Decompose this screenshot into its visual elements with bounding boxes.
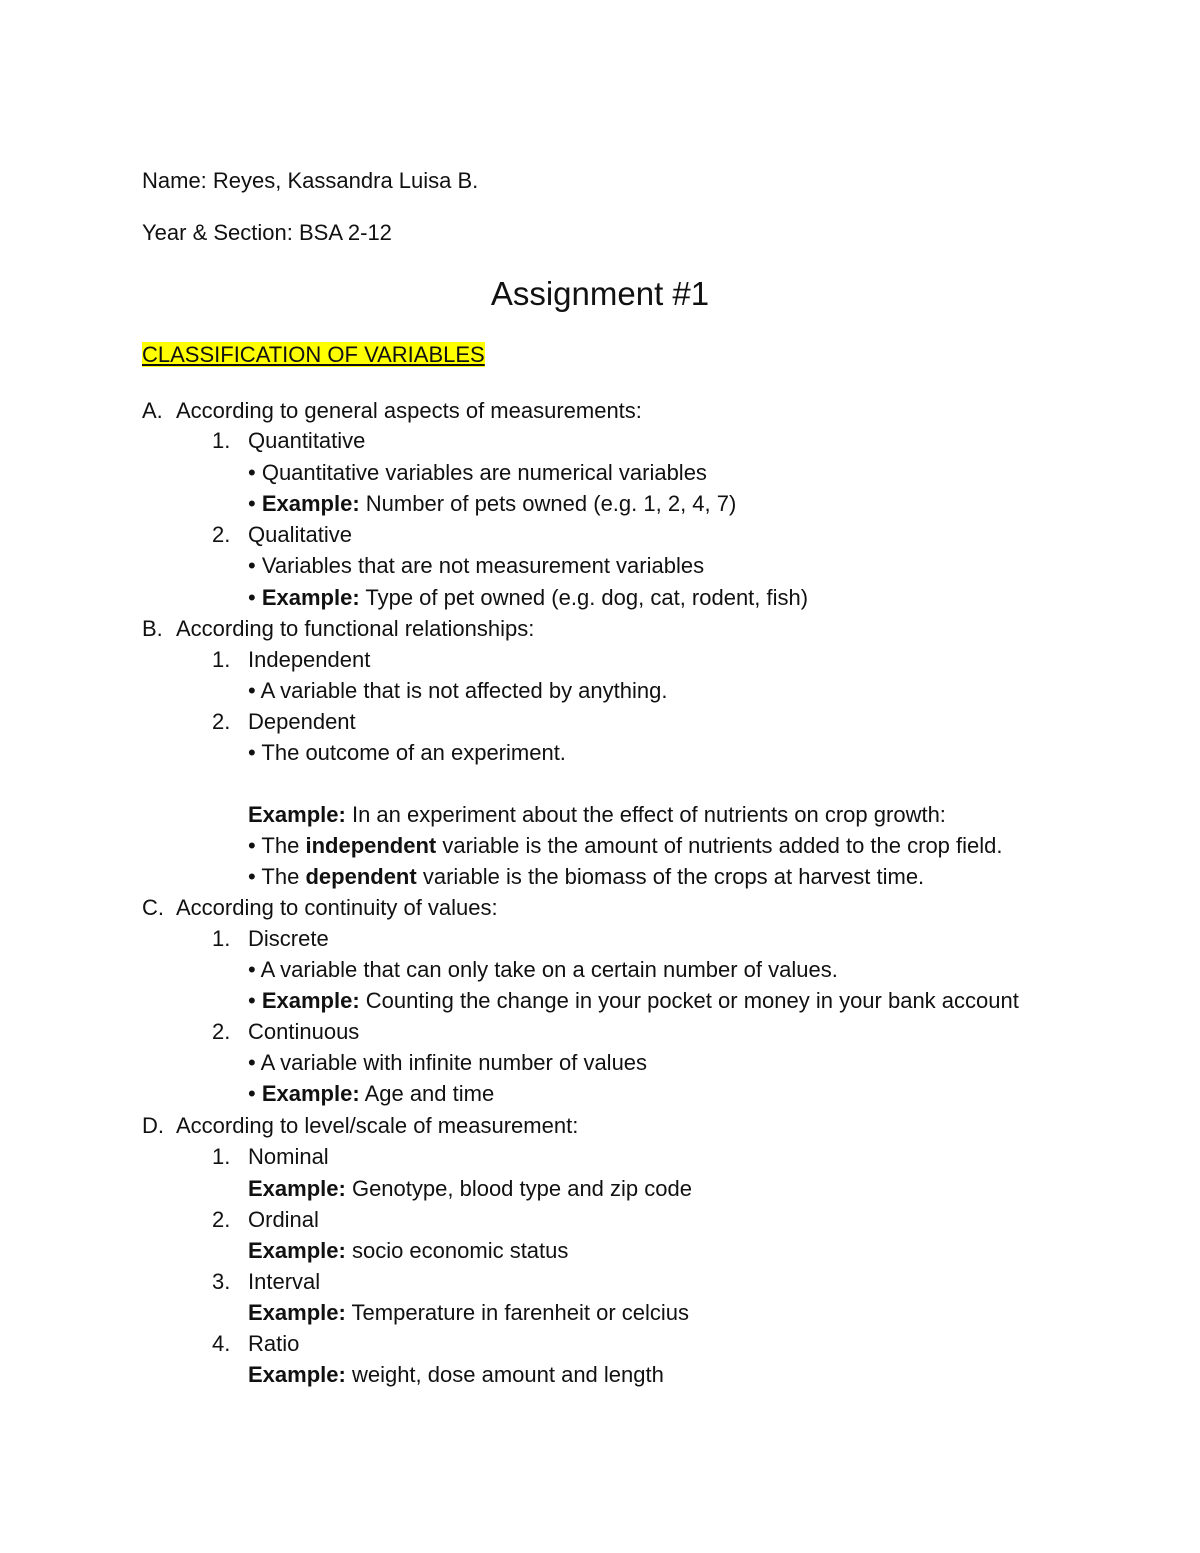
example-intro (248, 802, 946, 828)
example-label: Example: (248, 1176, 346, 1201)
example-line (248, 585, 808, 611)
bullet-line (248, 957, 838, 983)
example-label: Example: (248, 1362, 346, 1387)
item-text: Ratio (248, 1331, 300, 1356)
item-marker: 2. (212, 1207, 231, 1232)
section-d-marker: D. (142, 1113, 164, 1138)
section-a-text: According to general aspects of measurements: (176, 398, 642, 423)
example-line (248, 1300, 689, 1326)
bullet-icon: • (248, 491, 256, 516)
example-label: Example: (248, 802, 346, 827)
bullet-icon: • (248, 553, 256, 578)
section-a-marker: A. (142, 398, 163, 423)
example-post: variable is the biomass of the crops at harvest time. (422, 864, 925, 889)
item-marker: 2. (212, 522, 231, 547)
example-line (248, 833, 1003, 859)
bullet-line (248, 460, 707, 486)
bullet-text: The outcome of an experiment. (261, 740, 566, 765)
item-text: Discrete (248, 926, 329, 951)
item-marker: 3. (212, 1269, 231, 1294)
item-text: Independent (248, 647, 371, 672)
section-b-marker: B. (142, 616, 163, 641)
example-label: Example: (261, 988, 360, 1013)
example-text: In an experiment about the effect of nutrients on crop growth: (351, 802, 946, 827)
section-label: Year & Section: (142, 220, 293, 245)
bullet-icon: • (248, 1050, 256, 1075)
bullet-icon: • (248, 678, 256, 703)
example-line (248, 864, 924, 890)
bullet-icon: • (248, 460, 256, 485)
example-label: Example: (261, 491, 360, 516)
section-line (142, 220, 392, 246)
example-text: socio economic status (351, 1238, 569, 1263)
bullet-text: Variables that are not measurement variables (261, 553, 705, 578)
example-post: variable is the amount of nutrients added to the crop field. (442, 833, 1003, 858)
example-label: Example: (261, 585, 360, 610)
example-bold: dependent (305, 864, 417, 889)
item-marker: 2. (212, 709, 231, 734)
example-text: Temperature in farenheit or celcius (351, 1300, 690, 1325)
name-line (142, 168, 478, 194)
name-value: Reyes, Kassandra Luisa B. (212, 168, 479, 193)
example-text: Counting the change in your pocket or money in your bank account (365, 988, 1019, 1013)
bullet-line (248, 553, 704, 579)
item-marker: 4. (212, 1331, 231, 1356)
bullet-text: A variable that can only take on a certain number of values. (260, 957, 838, 982)
example-line (248, 1238, 568, 1264)
bullet-icon: • (248, 740, 256, 765)
section-c-marker: C. (142, 895, 164, 920)
bullet-icon: • (248, 833, 256, 858)
example-pre: The (261, 864, 300, 889)
bullet-icon: • (248, 988, 256, 1013)
example-text: Type of pet owned (e.g. dog, cat, rodent, fish) (365, 585, 809, 610)
bullet-icon: • (248, 1081, 256, 1106)
example-line (248, 1176, 692, 1202)
bullet-line (248, 678, 667, 704)
example-line (248, 988, 1019, 1014)
section-value: BSA 2-12 (298, 220, 392, 245)
item-text: Dependent (248, 709, 356, 734)
example-line (248, 1362, 664, 1388)
item-marker: 1. (212, 926, 231, 951)
example-text: Genotype, blood type and zip code (351, 1176, 692, 1201)
bullet-text: Quantitative variables are numerical variables (261, 460, 707, 485)
section-d-text: According to level/scale of measurement: (176, 1113, 579, 1138)
bullet-icon: • (248, 864, 256, 889)
item-marker: 1. (212, 647, 231, 672)
example-label: Example: (261, 1081, 360, 1106)
example-text: Number of pets owned (e.g. 1, 2, 4, 7) (365, 491, 737, 516)
section-b-text: According to functional relationships: (176, 616, 535, 641)
page-title: Assignment #1 (490, 275, 710, 312)
item-marker: 1. (212, 1144, 231, 1169)
item-text: Continuous (248, 1019, 360, 1044)
example-line (248, 1081, 494, 1107)
bullet-text: A variable with infinite number of values (260, 1050, 648, 1075)
example-bold: independent (305, 833, 437, 858)
example-text: weight, dose amount and length (351, 1362, 664, 1387)
bullet-text: A variable that is not affected by anything. (260, 678, 668, 703)
bullet-icon: • (248, 957, 256, 982)
example-pre: The (261, 833, 300, 858)
example-text: Age and time (364, 1081, 495, 1106)
item-text: Quantitative (248, 428, 366, 453)
bullet-line (248, 740, 566, 766)
example-label: Example: (248, 1238, 346, 1263)
item-marker: 1. (212, 428, 231, 453)
name-label: Name: (142, 168, 207, 193)
example-label: Example: (248, 1300, 346, 1325)
item-text: Ordinal (248, 1207, 319, 1232)
heading-text: CLASSIFICATION OF VARIABLES (142, 342, 485, 367)
section-c-text: According to continuity of values: (176, 895, 498, 920)
item-text: Qualitative (248, 522, 352, 547)
example-line (248, 491, 736, 517)
item-text: Nominal (248, 1144, 329, 1169)
bullet-line (248, 1050, 647, 1076)
section-heading (142, 342, 485, 368)
item-text: Interval (248, 1269, 321, 1294)
bullet-icon: • (248, 585, 256, 610)
item-marker: 2. (212, 1019, 231, 1044)
